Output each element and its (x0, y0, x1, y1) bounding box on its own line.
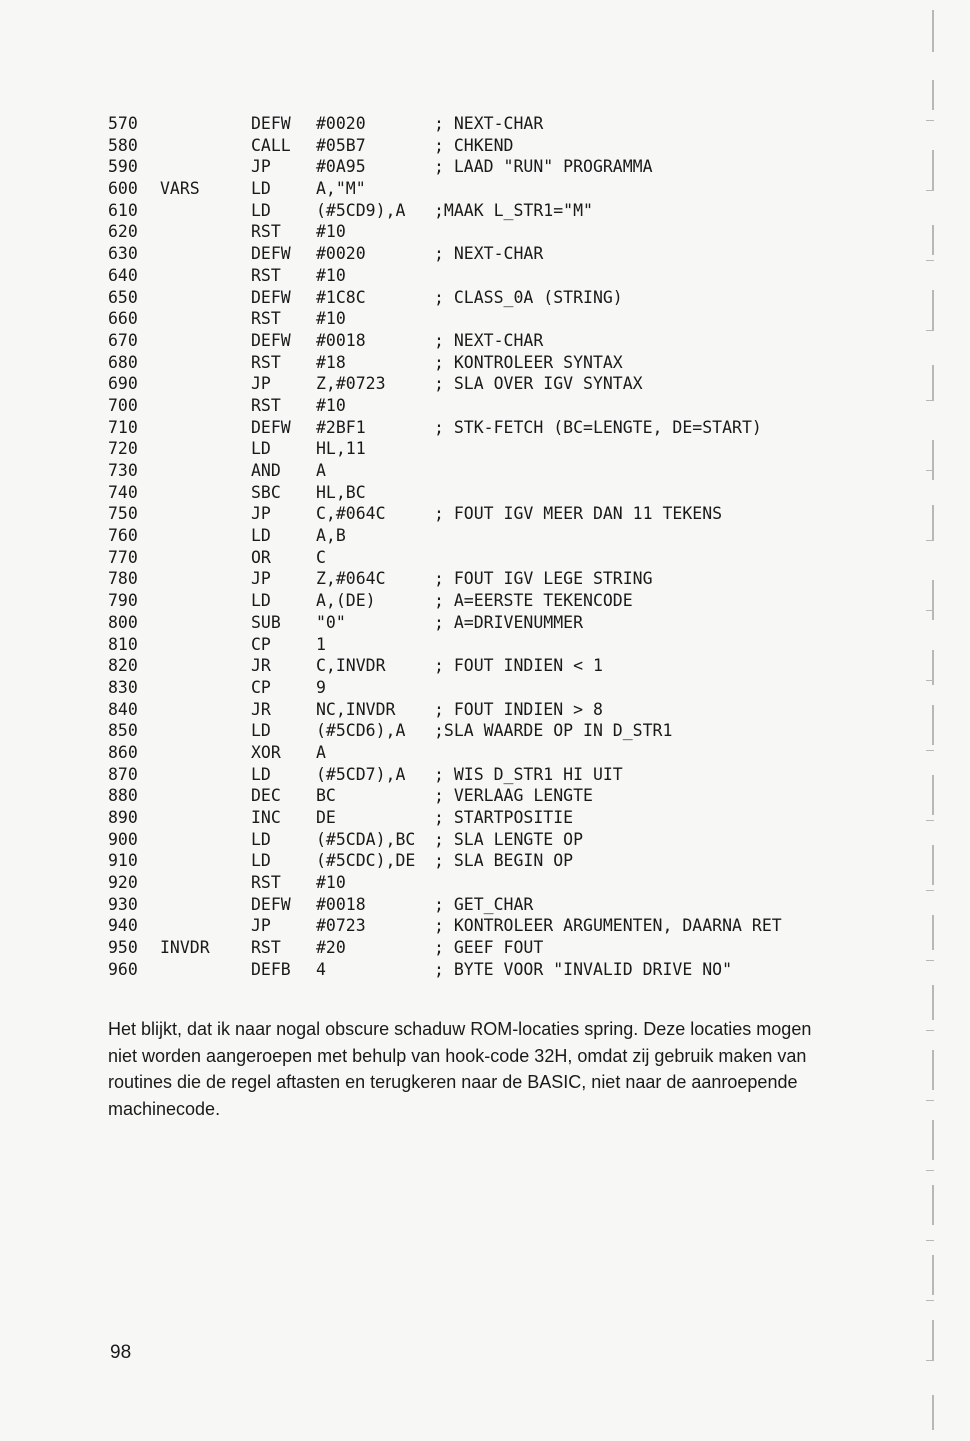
code-operand: #0723 (316, 916, 366, 936)
code-line (108, 373, 908, 395)
code-opcode: LD (251, 721, 271, 741)
code-operand: A (316, 461, 326, 480)
line-number: 630 (108, 244, 138, 264)
code-operand: #0018 (316, 330, 366, 350)
code-opcode: CP (251, 634, 271, 654)
code-line (108, 135, 908, 157)
code-opcode: SBC (251, 482, 281, 502)
code-operand: A,(DE) (316, 591, 376, 611)
code-opcode: JP (251, 504, 271, 524)
code-comment: ; LAAD "RUN" PROGRAMMA (434, 157, 653, 177)
code-operand: Z,#064C (316, 569, 386, 589)
code-comment: ;SLA WAARDE OP IN D_STR1 (434, 721, 673, 741)
code-opcode: AND (251, 461, 281, 480)
code-opcode: JP (251, 157, 271, 177)
code-operand: (#5CD9),A (316, 200, 406, 220)
code-line (108, 156, 908, 178)
code-line (108, 612, 908, 634)
code-opcode: RST (251, 309, 281, 329)
line-number: 860 (108, 742, 138, 762)
code-operand: #0A95 (316, 157, 366, 177)
code-operand: #18 (316, 352, 346, 372)
code-comment: ; CLASS_0A (STRING) (434, 287, 623, 307)
code-line (108, 113, 908, 135)
code-opcode: RST (251, 938, 281, 958)
code-opcode: LD (251, 439, 271, 459)
code-opcode: RST (251, 265, 281, 285)
line-number: 960 (108, 959, 138, 979)
code-opcode: DEFW (251, 330, 291, 350)
code-line (108, 395, 908, 417)
code-comment: ; FOUT IGV LEGE STRING (434, 569, 653, 589)
code-operand: #1C8C (316, 287, 366, 307)
line-number: 650 (108, 287, 138, 307)
line-number: 910 (108, 851, 138, 871)
code-line (108, 872, 908, 894)
code-line (108, 894, 908, 916)
line-number: 770 (108, 547, 138, 567)
page-number: 98 (110, 1342, 132, 1363)
line-number: 930 (108, 894, 138, 914)
code-operand: (#5CDC),DE (316, 851, 416, 871)
code-line (108, 221, 908, 243)
line-number: 680 (108, 352, 138, 372)
line-number: 620 (108, 222, 138, 242)
code-line (108, 634, 908, 656)
line-number: 880 (108, 786, 138, 806)
line-number: 780 (108, 569, 138, 589)
code-line (108, 655, 908, 677)
code-operand: (#5CD6),A (316, 721, 406, 741)
code-line (108, 829, 908, 851)
line-number: 900 (108, 829, 138, 849)
code-comment: ; STK-FETCH (BC=LENGTE, DE=START) (434, 417, 762, 437)
code-line (108, 243, 908, 265)
code-operand: #2BF1 (316, 417, 366, 437)
line-number: 730 (108, 461, 138, 480)
line-number: 570 (108, 114, 138, 133)
code-line (108, 568, 908, 590)
code-operand: A (316, 742, 326, 762)
code-opcode: DEFB (251, 959, 291, 979)
code-opcode: CALL (251, 135, 291, 155)
code-operand: #0020 (316, 114, 366, 133)
code-operand: BC (316, 786, 336, 806)
code-comment: ; GEEF FOUT (434, 938, 544, 958)
line-number: 920 (108, 873, 138, 893)
code-opcode: LD (251, 829, 271, 849)
code-label: INVDR (160, 938, 210, 958)
code-comment: ; FOUT INDIEN > 8 (434, 699, 603, 719)
code-line (108, 720, 908, 742)
code-operand: C,INVDR (316, 656, 386, 676)
code-line (108, 503, 908, 525)
code-opcode: JR (251, 699, 271, 719)
line-number: 610 (108, 200, 138, 220)
code-line (108, 959, 908, 981)
line-number: 850 (108, 721, 138, 741)
code-listing (108, 113, 908, 981)
code-opcode: RST (251, 222, 281, 242)
code-opcode: DEFW (251, 244, 291, 264)
code-operand: "0" (316, 612, 346, 632)
code-line (108, 438, 908, 460)
code-line (108, 742, 908, 764)
code-line (108, 915, 908, 937)
code-opcode: RST (251, 352, 281, 372)
line-number: 690 (108, 374, 138, 394)
code-label: VARS (160, 179, 200, 199)
code-operand: #0018 (316, 894, 366, 914)
line-number: 740 (108, 482, 138, 502)
line-number: 580 (108, 135, 138, 155)
code-line (108, 482, 908, 504)
line-number: 790 (108, 591, 138, 611)
code-line (108, 417, 908, 439)
line-number: 890 (108, 808, 138, 827)
code-opcode: LD (251, 179, 271, 199)
code-comment: ;MAAK L_STR1="M" (434, 200, 593, 220)
code-comment: ; SLA LENGTE OP (434, 829, 584, 849)
code-opcode: LD (251, 200, 271, 220)
code-operand: A,"M" (316, 179, 366, 199)
code-line (108, 785, 908, 807)
code-line (108, 200, 908, 222)
code-comment: ; A=DRIVENUMMER (434, 612, 584, 632)
code-operand: NC,INVDR (316, 699, 396, 719)
code-opcode: DEFW (251, 287, 291, 307)
line-number: 760 (108, 526, 138, 546)
line-number: 820 (108, 656, 138, 676)
code-comment: ; NEXT-CHAR (434, 330, 544, 350)
code-line (108, 764, 908, 786)
code-opcode: DEFW (251, 894, 291, 914)
code-comment: ; FOUT INDIEN < 1 (434, 656, 603, 676)
line-number: 600 (108, 179, 138, 199)
code-comment: ; BYTE VOOR "INVALID DRIVE NO" (434, 959, 733, 979)
code-operand: #0020 (316, 244, 366, 264)
line-number: 590 (108, 157, 138, 177)
code-line (108, 677, 908, 699)
code-operand: (#5CD7),A (316, 764, 406, 784)
code-comment: ; FOUT IGV MEER DAN 11 TEKENS (434, 504, 723, 524)
code-operand: #10 (316, 395, 346, 415)
code-opcode: JP (251, 374, 271, 394)
code-opcode: XOR (251, 742, 281, 762)
code-operand: #10 (316, 222, 346, 242)
line-number: 700 (108, 395, 138, 415)
line-number: 710 (108, 417, 138, 437)
code-line (108, 460, 908, 482)
body-paragraph: Het blijkt, dat ik naar nogal obscure schaduw ROM-locaties spring. Deze locaties mogen niet worden aangeroepen met behulp van hook-code 32H, omdat zij gebruik maken van routines die de regel aftasten en terugkeren naar de BASIC, niet naar de aanroepende machinecode. (108, 1019, 812, 1119)
code-comment: ; VERLAAG LENGTE (434, 786, 593, 806)
code-comment: ; STARTPOSITIE (434, 808, 574, 827)
code-comment: ; KONTROLEER ARGUMENTEN, DAARNA RET (434, 916, 782, 936)
code-comment: ; GET_CHAR (434, 894, 534, 914)
page-edge-marks (920, 0, 934, 1441)
code-comment: ; A=EERSTE TEKENCODE (434, 591, 633, 611)
code-line (108, 287, 908, 309)
code-operand: HL,11 (316, 439, 366, 459)
code-line (108, 308, 908, 330)
code-opcode: JP (251, 916, 271, 936)
code-opcode: RST (251, 395, 281, 415)
code-opcode: DEFW (251, 114, 291, 133)
code-operand: Z,#0723 (316, 374, 386, 394)
code-comment: ; CHKEND (434, 135, 514, 155)
code-opcode: LD (251, 851, 271, 871)
line-number: 950 (108, 938, 138, 958)
line-number: 660 (108, 309, 138, 329)
code-operand: 9 (316, 677, 326, 697)
code-opcode: RST (251, 873, 281, 893)
code-operand: #10 (316, 309, 346, 329)
code-operand: #10 (316, 265, 346, 285)
code-line (108, 265, 908, 287)
code-line (108, 547, 908, 569)
line-number: 640 (108, 265, 138, 285)
code-operand: #20 (316, 938, 346, 958)
code-opcode: INC (251, 808, 281, 827)
code-line (108, 525, 908, 547)
code-operand: A,B (316, 526, 346, 546)
code-line (108, 178, 908, 200)
code-line (108, 352, 908, 374)
line-number: 810 (108, 634, 138, 654)
code-operand: C,#064C (316, 504, 386, 524)
code-line (108, 590, 908, 612)
code-comment: ; KONTROLEER SYNTAX (434, 352, 623, 372)
code-operand: DE (316, 808, 336, 827)
code-comment: ; NEXT-CHAR (434, 114, 544, 133)
code-comment: ; SLA BEGIN OP (434, 851, 574, 871)
code-opcode: LD (251, 591, 271, 611)
code-operand: 1 (316, 634, 326, 654)
code-opcode: JR (251, 656, 271, 676)
code-operand: #05B7 (316, 135, 366, 155)
code-opcode: LD (251, 764, 271, 784)
code-opcode: DEC (251, 786, 281, 806)
code-operand: (#5CDA),BC (316, 829, 416, 849)
line-number: 670 (108, 330, 138, 350)
code-opcode: LD (251, 526, 271, 546)
code-line (108, 807, 908, 829)
code-line (108, 330, 908, 352)
line-number: 940 (108, 916, 138, 936)
code-line (108, 850, 908, 872)
code-opcode: CP (251, 677, 271, 697)
line-number: 840 (108, 699, 138, 719)
code-operand: #10 (316, 873, 346, 893)
code-line (108, 699, 908, 721)
line-number: 720 (108, 439, 138, 459)
code-comment: ; SLA OVER IGV SYNTAX (434, 374, 643, 394)
code-opcode: OR (251, 547, 271, 567)
code-opcode: SUB (251, 612, 281, 632)
line-number: 870 (108, 764, 138, 784)
code-operand: 4 (316, 959, 326, 979)
line-number: 800 (108, 612, 138, 632)
code-operand: HL,BC (316, 482, 366, 502)
code-opcode: DEFW (251, 417, 291, 437)
code-comment: ; NEXT-CHAR (434, 244, 544, 264)
code-line (108, 937, 908, 959)
line-number: 750 (108, 504, 138, 524)
line-number: 830 (108, 677, 138, 697)
code-opcode: JP (251, 569, 271, 589)
code-operand: C (316, 547, 326, 567)
code-comment: ; WIS D_STR1 HI UIT (434, 764, 623, 784)
